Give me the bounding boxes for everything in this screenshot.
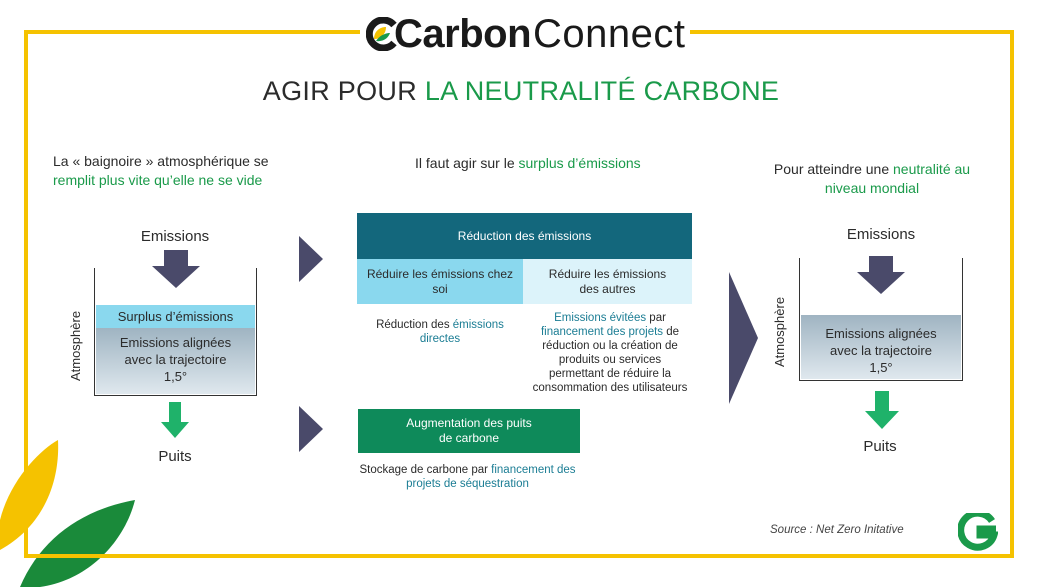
right-emissions-label: Emissions — [846, 226, 916, 243]
reduce-self-box: Réduire les émissions chez soi — [357, 259, 523, 304]
chevron-right-icon — [299, 406, 325, 452]
g-logo-icon — [958, 513, 998, 551]
page-title: AGIR POUR LA NEUTRALITÉ CARBONE — [262, 76, 780, 106]
source-note: Source : Net Zero Initative — [770, 524, 904, 536]
left-surplus-layer: Surplus d’émissions — [96, 305, 255, 328]
brand-logo — [366, 12, 685, 56]
left-puits-arrow-icon — [160, 402, 190, 440]
left-heading: La « baignoire » atmosphérique se remplit plus vite qu’elle ne se vide — [53, 153, 269, 188]
brand-bold: Carbon — [394, 11, 531, 56]
right-aligned-layer: Emissions alignées avec la trajectoire 1,5° — [801, 315, 961, 379]
chevron-right-icon — [299, 236, 325, 282]
left-emissions-label: Emissions — [140, 228, 210, 245]
brand-light: Connect — [533, 11, 686, 56]
left-atmosphere-label: Atmosphère — [68, 310, 83, 382]
right-puits-label: Puits — [863, 438, 897, 455]
avoided-emissions-text: Emissions évitées par financement des projets de réduction ou la création de produits ou services permettant de réduire la consommation des utilisateurs — [532, 312, 688, 394]
right-heading: Pour atteindre une neutralité au niveau mondial — [773, 161, 971, 196]
left-aligned-layer: Emissions alignées avec la trajectoire 1,5° — [96, 328, 255, 394]
middle-heading: Il faut agir sur le surplus d’émissions — [415, 155, 641, 171]
reduction-box: Réduction des émissions — [357, 213, 692, 259]
sinks-box: Augmentation des puits de carbone — [358, 409, 580, 453]
big-chevron-right-icon — [729, 272, 759, 404]
storage-text: Stockage de carbone par financement des projets de séquestration — [359, 464, 576, 490]
direct-emissions-text: Réduction des émissions directes — [376, 319, 504, 345]
reduce-others-box: Réduire les émissions des autres — [523, 259, 692, 304]
left-puits-label: Puits — [158, 448, 192, 465]
right-atmosphere-label: Atmosphère — [772, 296, 787, 368]
right-puits-arrow-icon — [864, 391, 900, 431]
